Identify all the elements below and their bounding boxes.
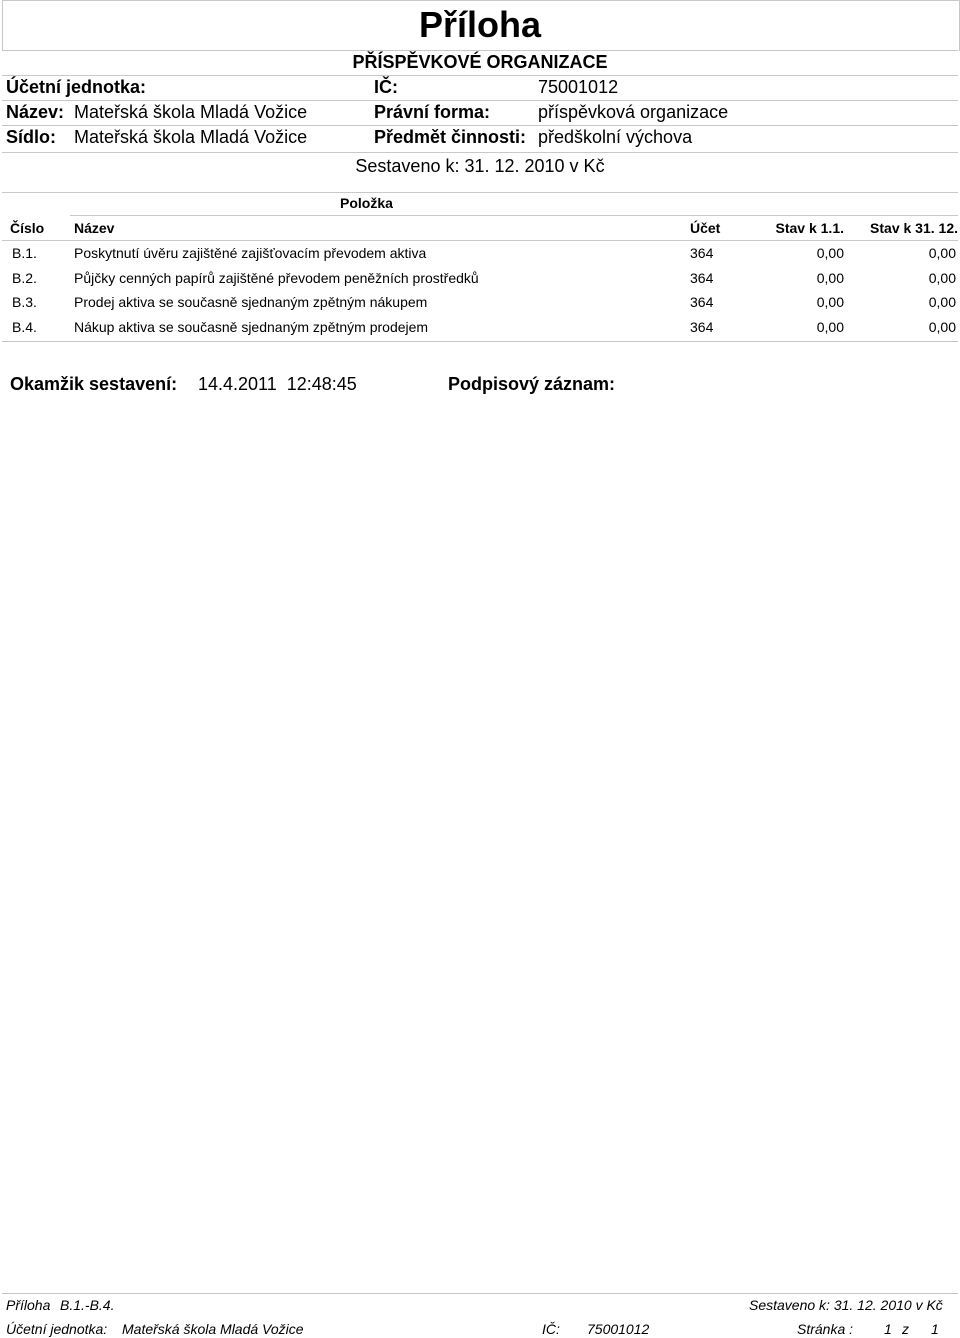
table-cell-stav-konec: 0,00 [928,294,956,310]
footer-range: B.1.-B.4. [60,1297,115,1313]
table-cell-cislo: B.2. [12,270,37,286]
table-cell-ucet: 364 [690,245,714,261]
table-cell-ucet: 364 [690,319,714,335]
table-group-header: Položka [340,195,393,211]
column-header-cislo: Číslo [10,220,45,236]
ic-value: 75001012 [538,77,619,97]
ucetni-jednotka-label: Účetní jednotka: [6,77,147,97]
predmet-label: Předmět činnosti: [374,127,527,147]
pravni-forma-value: příspěvková organizace [538,102,729,122]
table-cell-ucet: 364 [690,294,714,310]
table-cell-cislo: B.3. [12,294,37,310]
column-header-stav-konec: Stav k 31. 12. [870,220,958,236]
table-cell-stav-konec: 0,00 [928,319,956,335]
table-cell-stav-pocatek: 0,00 [816,245,844,261]
footer-ucetni-jednotka-label: Účetní jednotka: [6,1321,108,1337]
sidlo-label: Sídlo: [6,127,56,147]
okamzik-label: Okamžik sestavení: [10,374,178,394]
footer-page-of: z [902,1321,909,1337]
sidlo-value: Mateřská škola Mladá Vožice [74,127,308,147]
divider [2,100,958,101]
footer-ucetni-jednotka-value: Mateřská škola Mladá Vožice [122,1321,304,1337]
nazev-label: Název: [6,102,65,122]
ic-label: IČ: [374,77,398,97]
table-cell-nazev: Prodej aktiva se současně sjednaným zpětným nákupem [74,294,428,310]
footer-priloha-label: Příloha [6,1297,51,1313]
divider [2,125,958,126]
footer-page-current: 1 [884,1321,892,1337]
predmet-value: předškolní výchova [538,127,693,147]
table-bottom-border [2,341,958,342]
table-cell-stav-pocatek: 0,00 [816,294,844,310]
footer-ic-value: 75001012 [587,1321,650,1337]
footer-divider [2,1293,958,1294]
page-title: Příloha [418,4,542,45]
divider [2,75,958,76]
table-cell-nazev: Poskytnutí úvěru zajištěné zajišťovacím převodem aktiva [74,245,427,261]
page-subtitle: PŘÍSPĚVKOVÉ ORGANIZACE [352,52,608,72]
divider [2,240,958,241]
podpis-label: Podpisový záznam: [448,374,616,394]
divider [2,152,958,153]
divider [70,215,958,216]
footer-page-total: 1 [931,1321,939,1337]
footer-sestaveno: Sestaveno k: 31. 12. 2010 v Kč [749,1297,943,1313]
divider [2,50,958,51]
nazev-value: Mateřská škola Mladá Vožice [74,102,308,122]
sestaveno-date: Sestaveno k: 31. 12. 2010 v Kč [355,156,605,176]
column-header-nazev: Název [74,220,115,236]
table-cell-nazev: Půjčky cenných papírů zajištěné převodem peněžních prostředků [74,270,479,286]
footer-ic-label: IČ: [542,1321,560,1337]
column-header-ucet: Účet [690,220,721,236]
footer-stranka-label: Stránka : [797,1321,854,1337]
okamzik-value: 14.4.2011 12:48:45 [198,374,357,394]
table-cell-stav-pocatek: 0,00 [816,319,844,335]
table-top-border [2,192,958,193]
pravni-forma-label: Právní forma: [374,102,491,122]
table-cell-stav-konec: 0,00 [928,270,956,286]
table-cell-stav-pocatek: 0,00 [816,270,844,286]
table-cell-cislo: B.4. [12,319,37,335]
table-cell-nazev: Nákup aktiva se současně sjednaným zpětným prodejem [74,319,429,335]
table-cell-cislo: B.1. [12,245,37,261]
table-cell-stav-konec: 0,00 [928,245,956,261]
column-header-stav-pocatek: Stav k 1.1. [775,220,844,236]
table-cell-ucet: 364 [690,270,714,286]
